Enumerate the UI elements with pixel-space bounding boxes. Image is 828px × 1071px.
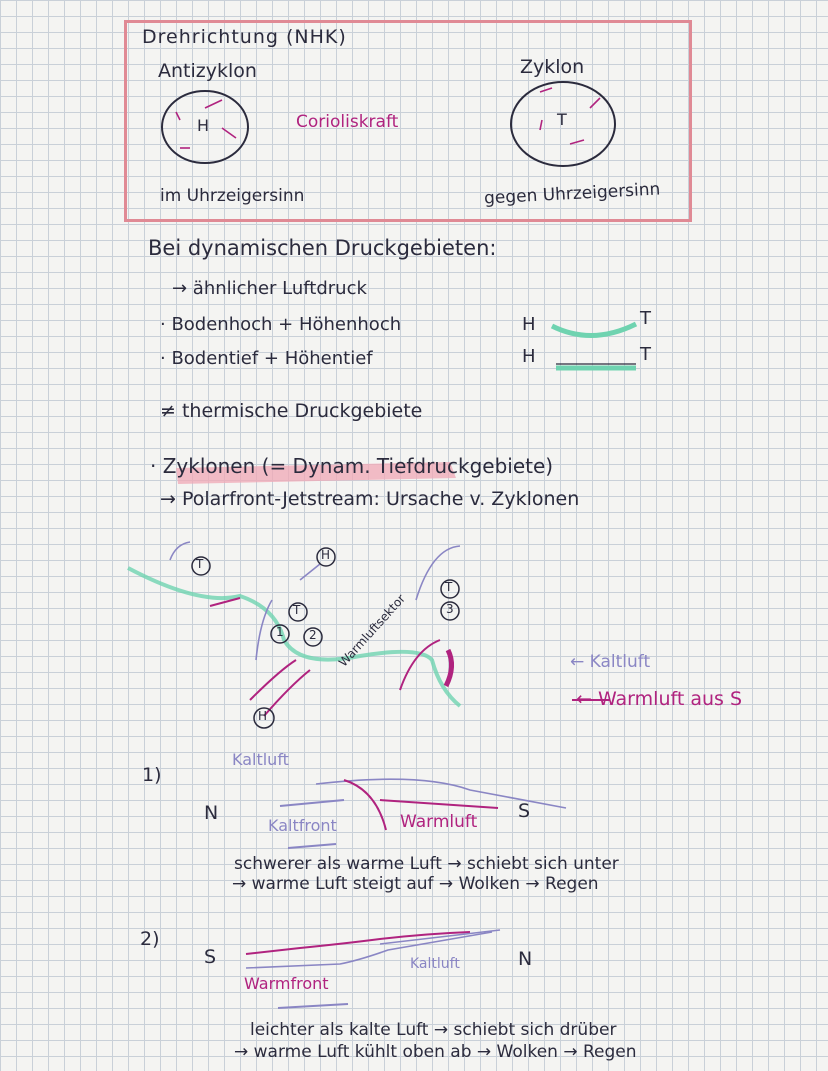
warmsektor-label: Warmluftsektor: [336, 591, 409, 670]
legend-kaltluft: ← Kaltluft: [570, 652, 651, 672]
front1-desc1: schwerer als warme Luft → schiebt sich unter: [234, 854, 619, 874]
diagram-t-1: T: [196, 557, 204, 571]
cyclone-center: T: [557, 110, 567, 129]
diagram-two: 2: [309, 628, 317, 642]
front2-desc1: leichter als kalte Luft → schiebt sich drüber: [250, 1020, 617, 1040]
label-h1: H: [522, 314, 536, 335]
label-t1: T: [640, 308, 651, 329]
anticyclone-direction: im Uhrzeigersinn: [160, 186, 305, 206]
dynamic-heading: Bei dynamischen Druckgebieten:: [148, 236, 497, 260]
anticyclone-center: H: [197, 116, 210, 135]
front1-kaltluft: Kaltluft: [232, 750, 289, 769]
diagram-one: 1: [276, 625, 284, 639]
front1-s: S: [518, 800, 531, 822]
diagram-h-1: H: [321, 548, 331, 562]
box-title: Drehrichtung (NHK): [142, 26, 347, 48]
front2-number: 2): [140, 928, 160, 950]
label-h2: H: [522, 346, 536, 367]
front2-n: N: [518, 948, 533, 970]
front1-n: N: [204, 802, 219, 824]
front2-kaltluft: Kaltluft: [410, 956, 460, 972]
diagram-h-2: H: [258, 709, 268, 723]
diagram-three: 3: [446, 602, 454, 616]
thermal-note: ≠ thermische Druckgebiete: [160, 400, 423, 422]
dynamic-item-2: · Bodentief + Höhentief: [160, 348, 373, 369]
jetstream-line: → Polarfront-Jetstream: Ursache v. Zyklonen: [160, 488, 580, 510]
front1-desc2: → warme Luft steigt auf → Wolken → Regen: [232, 874, 599, 894]
curve-hoch: [552, 324, 636, 336]
coriolis-label: Corioliskraft: [296, 112, 399, 132]
legend-warmluft: ← Warmluft aus S: [576, 688, 743, 710]
front2-s: S: [204, 946, 217, 968]
diagram-t-2: T: [293, 603, 301, 617]
front1-kaltfront: Kaltfront: [268, 816, 337, 835]
front1-number: 1): [142, 764, 162, 786]
cyclone-label: Zyklon: [520, 56, 585, 78]
dynamic-sub: → ähnlicher Luftdruck: [172, 278, 367, 299]
zyklonen-line: · Zyklonen (= Dynam. Tiefdruckgebiete): [150, 454, 554, 478]
anticyclone-label: Antizyklon: [158, 60, 257, 82]
label-t2: T: [640, 344, 651, 365]
front2-desc2: → warme Luft kühlt oben ab → Wolken → Regen: [234, 1042, 637, 1062]
front1-warmluft: Warmluft: [400, 812, 478, 832]
front2-warmfront: Warmfront: [244, 974, 329, 993]
dynamic-item-1: · Bodenhoch + Höhenhoch: [160, 314, 402, 335]
cyclone-direction: gegen Uhrzeigersinn: [483, 179, 661, 209]
diagram-t-3: T: [445, 580, 453, 594]
